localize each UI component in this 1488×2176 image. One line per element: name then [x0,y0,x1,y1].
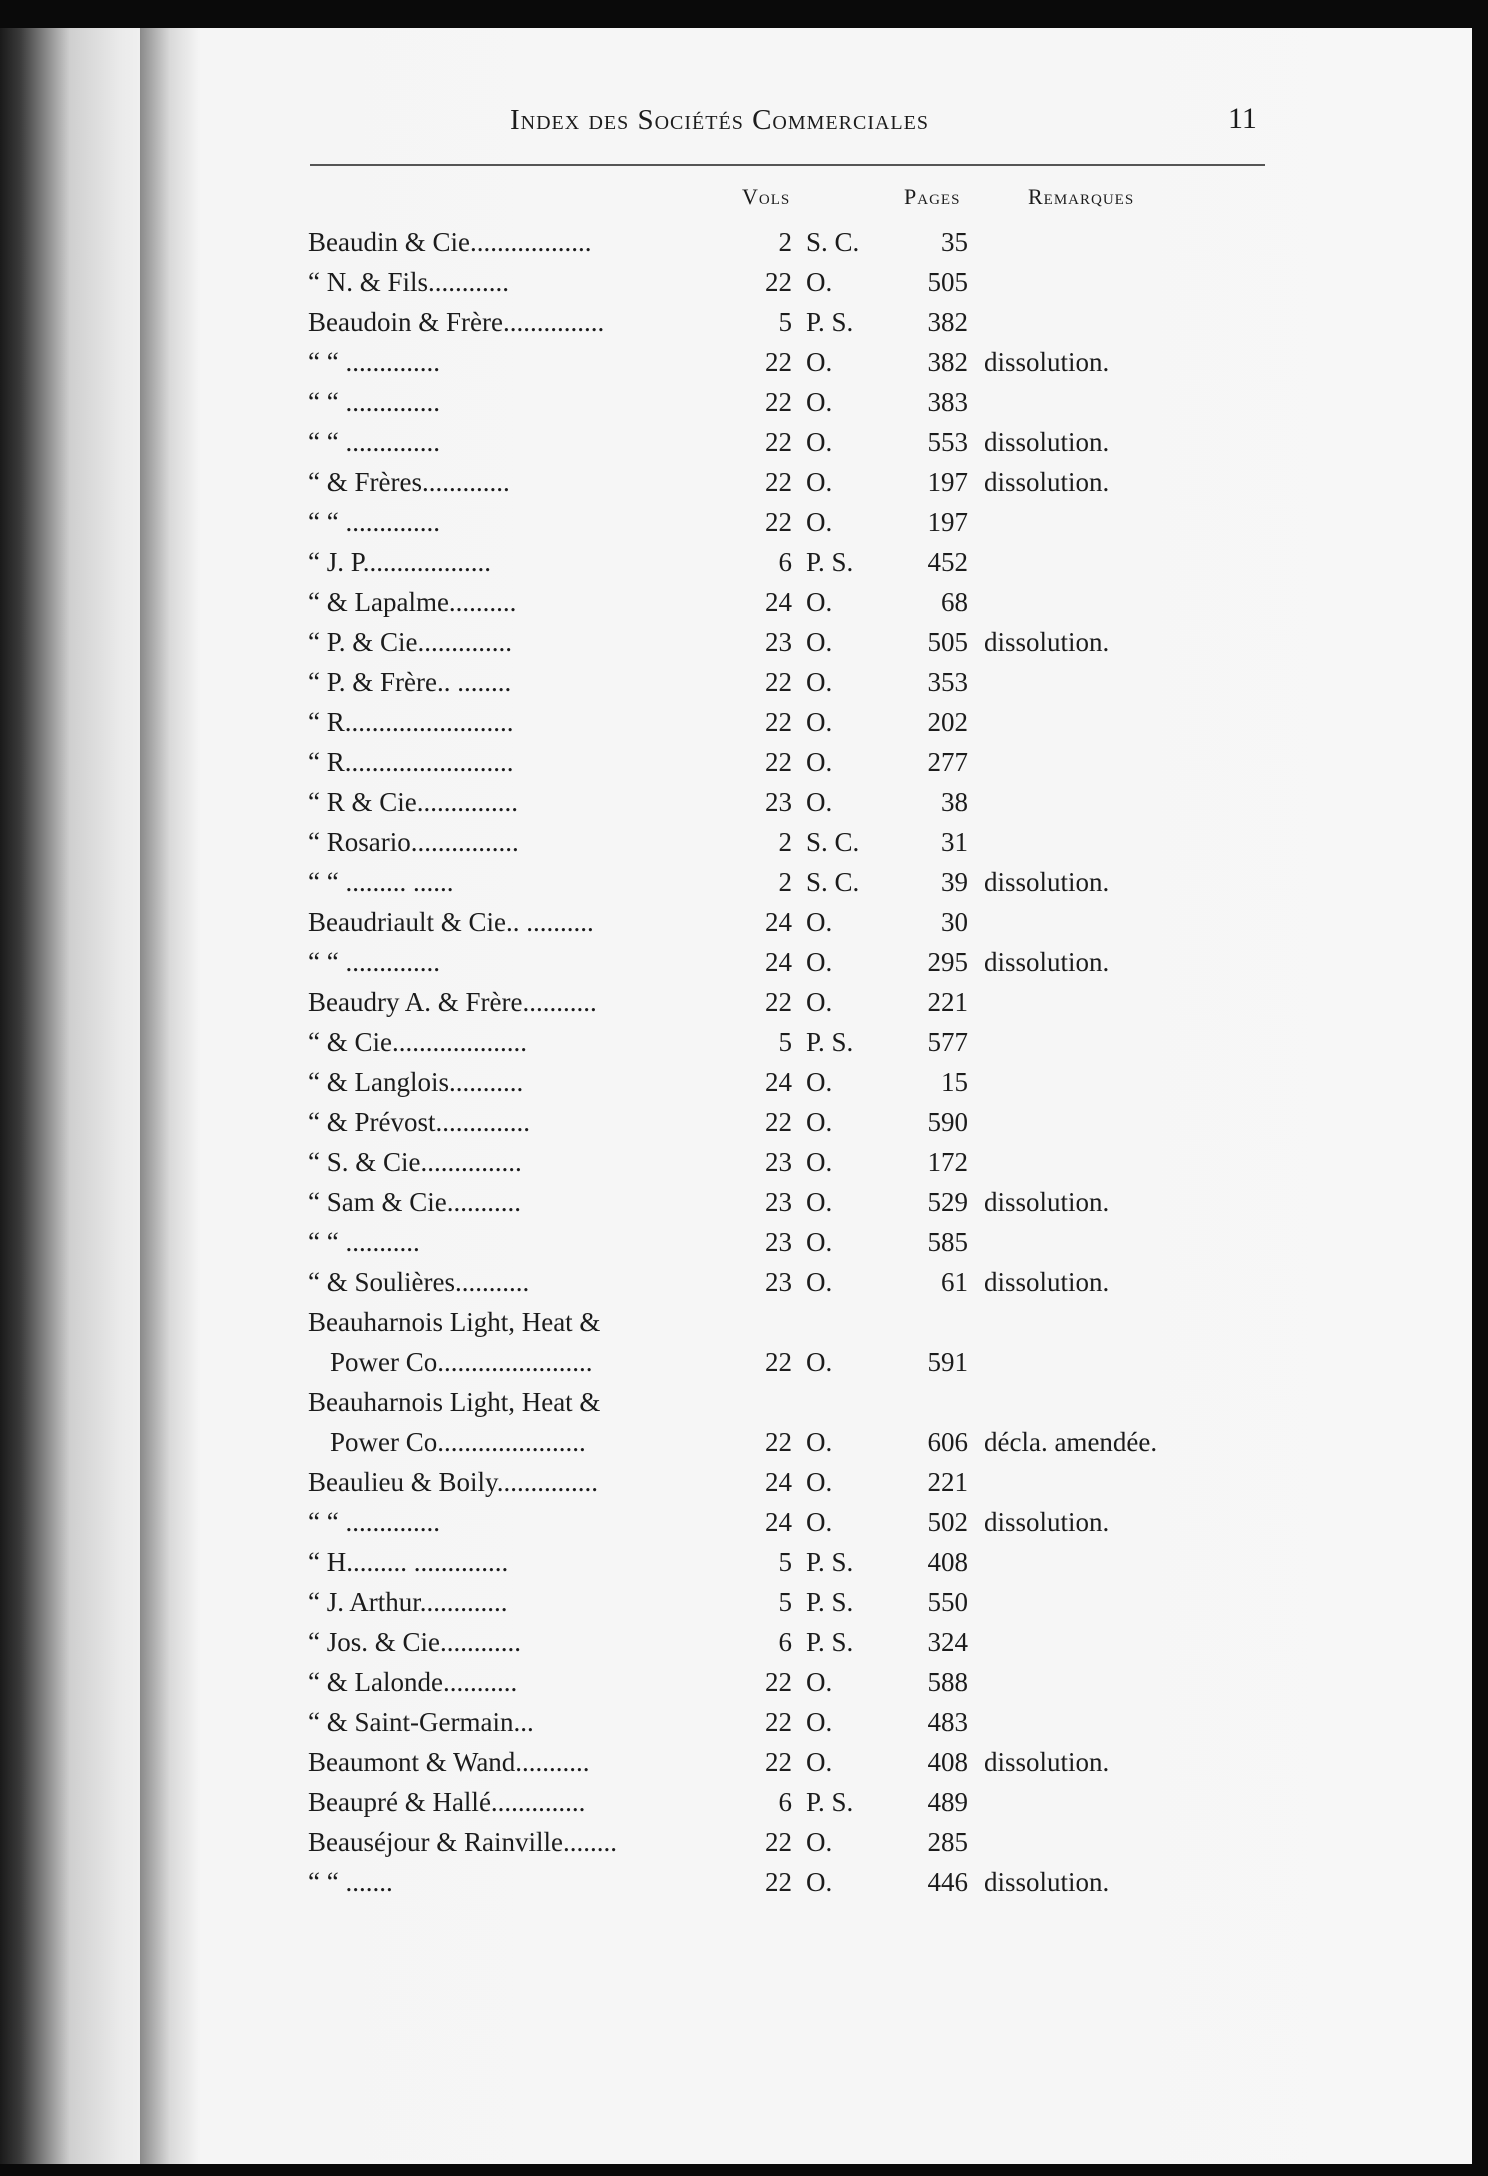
entry-series: O. [806,1747,833,1777]
index-entry-row [0,1062,1488,1102]
entry-volume: 22 [765,1427,792,1457]
entry-series: O. [806,1867,833,1897]
entry-name: “ H......... .............. [308,1547,509,1577]
entry-remark: dissolution. [984,427,1110,457]
entry-remark: dissolution. [984,467,1110,497]
entry-series: O. [806,1667,833,1697]
entry-name: “ Sam & Cie........... [308,1187,521,1217]
column-header-remarques: Remarques [1028,184,1135,209]
entry-volume: 24 [765,1467,792,1497]
entry-remark: dissolution. [984,1867,1110,1897]
entry-name: “ “ .............. [308,427,440,457]
entry-name: “ & Lalonde........... [308,1667,518,1697]
entry-name: Beaudoin & Frère............... [308,307,605,337]
index-entry-row [0,302,1488,342]
entry-volume: 22 [765,467,792,497]
entry-name: Beaulieu & Boily............... [308,1467,598,1497]
index-entry-row [0,942,1488,982]
index-entry-row [0,1862,1488,1902]
index-entry-row [0,702,1488,742]
entry-page: 277 [927,747,968,777]
entry-remark: dissolution. [984,1507,1110,1537]
entry-series: O. [806,1827,833,1857]
index-entry-row [0,342,1488,382]
entry-page: 505 [927,627,968,657]
entry-series: O. [806,1187,833,1217]
index-entry-row [0,782,1488,822]
entry-page: 382 [927,307,968,337]
entry-volume: 23 [765,1227,792,1257]
running-title: Index des Sociétés Commerciales [510,104,929,136]
entry-name: “ R......................... [308,707,514,737]
entry-volume: 22 [765,347,792,377]
entry-name: “ “ .............. [308,347,440,377]
entry-page: 550 [927,1587,968,1617]
entry-volume: 22 [765,1867,792,1897]
entry-remark: dissolution. [984,947,1110,977]
entry-page: 585 [927,1227,968,1257]
entry-series: P. S. [806,307,854,337]
entry-page: 30 [941,907,968,937]
entry-series: O. [806,987,833,1017]
entry-name: “ “ ....... [308,1867,393,1897]
entry-page: 489 [927,1787,968,1817]
entry-remark: dissolution. [984,867,1110,897]
entry-page: 295 [927,947,968,977]
column-header-pages: Pages [904,184,961,209]
entry-name: Beauséjour & Rainville........ [308,1827,617,1857]
entry-name: “ “ .............. [308,507,440,537]
entry-volume: 22 [765,667,792,697]
entry-name: “ “ ........... [308,1227,420,1257]
index-entry-row [0,862,1488,902]
entry-name: Beaudin & Cie.................. [308,227,592,257]
index-entry-row [0,1662,1488,1702]
entry-volume: 24 [765,1507,792,1537]
entry-volume: 24 [765,1067,792,1097]
index-entry-row [0,622,1488,662]
entry-volume: 22 [765,1747,792,1777]
entry-page: 446 [927,1867,968,1897]
entry-page: 221 [927,1467,968,1497]
entry-series: O. [806,267,833,297]
entry-remark: décla. amendée. [984,1427,1158,1457]
index-entry-row [0,742,1488,782]
entry-series: P. S. [806,1547,854,1577]
entry-series: P. S. [806,1627,854,1657]
index-entry-row [0,1742,1488,1782]
entry-page: 529 [927,1187,968,1217]
entry-page: 577 [927,1027,968,1057]
entry-series: O. [806,1467,833,1497]
entry-volume: 22 [765,267,792,297]
index-entry-row [0,1622,1488,1662]
entry-volume: 22 [765,1347,792,1377]
entry-name: Beaudry A. & Frère........... [308,987,597,1017]
entry-name: “ R......................... [308,747,514,777]
entry-page: 408 [927,1747,968,1777]
entry-page: 382 [927,347,968,377]
entry-volume: 22 [765,707,792,737]
entry-volume: 22 [765,987,792,1017]
index-entry-row [0,1342,1488,1382]
entry-name: Beaumont & Wand........... [308,1747,590,1777]
entry-series: O. [806,1347,833,1377]
entry-name: Power Co...................... [330,1427,586,1457]
entry-volume: 22 [765,1827,792,1857]
entry-volume: 23 [765,1147,792,1177]
entry-page: 197 [927,467,968,497]
entry-name: “ “ .............. [308,387,440,417]
index-entry-row [0,1262,1488,1302]
entry-page: 197 [927,507,968,537]
entry-volume: 2 [778,867,792,897]
entry-series: O. [806,667,833,697]
entry-volume: 5 [778,1547,792,1577]
entry-page: 502 [927,1507,968,1537]
entry-series: P. S. [806,1027,854,1057]
entry-volume: 22 [765,1107,792,1137]
entry-page: 591 [927,1347,968,1377]
entry-volume: 2 [778,827,792,857]
entry-volume: 5 [778,1587,792,1617]
entry-series: O. [806,1507,833,1537]
entry-name: “ P. & Cie.............. [308,627,513,657]
entry-page: 68 [941,587,968,617]
entry-page: 221 [927,987,968,1017]
column-header-vols: Vols [742,184,791,209]
entry-name: “ Rosario................ [308,827,519,857]
index-entry-row [0,462,1488,502]
index-entry-row [0,262,1488,302]
entry-series: P. S. [806,1787,854,1817]
index-entry-row [0,502,1488,542]
entry-name: Power Co....................... [330,1347,593,1377]
index-entry-row [0,1422,1488,1462]
entry-series: O. [806,467,833,497]
entry-page: 408 [927,1547,968,1577]
index-entry-row [0,822,1488,862]
entry-page: 39 [941,867,968,897]
entry-name: “ & Frères............. [308,467,510,497]
index-entry-row [0,1782,1488,1822]
entry-volume: 22 [765,1707,792,1737]
entry-series: S. C. [806,867,860,897]
entry-volume: 24 [765,907,792,937]
entry-name: Beaudriault & Cie.. .......... [308,907,594,937]
entry-series: O. [806,907,833,937]
entry-series: P. S. [806,1587,854,1617]
entry-series: O. [806,627,833,657]
entry-remark: dissolution. [984,1187,1110,1217]
entry-volume: 2 [778,227,792,257]
index-entry-row [0,1022,1488,1062]
entry-series: O. [806,1147,833,1177]
entry-page: 606 [927,1427,968,1457]
index-entry-row [0,222,1488,262]
entry-series: O. [806,427,833,457]
entry-series: O. [806,507,833,537]
index-entry-row [0,1102,1488,1142]
entry-page: 172 [927,1147,968,1177]
entry-series: O. [806,1067,833,1097]
entry-page: 588 [927,1667,968,1697]
entry-series: S. C. [806,827,860,857]
entry-volume: 23 [765,627,792,657]
entry-page: 383 [927,387,968,417]
index-entry-row [0,542,1488,582]
entry-name: Beauharnois Light, Heat & [308,1387,601,1417]
index-entry-row [0,902,1488,942]
entry-series: O. [806,1227,833,1257]
entry-series: O. [806,707,833,737]
entry-series: O. [806,747,833,777]
index-entry-row [0,1702,1488,1742]
entry-page: 483 [927,1707,968,1737]
page-number: 11 [1228,102,1257,135]
index-entry-row [0,582,1488,622]
entry-series: O. [806,1427,833,1457]
entry-name: “ P. & Frère.. ........ [308,667,512,697]
entry-page: 505 [927,267,968,297]
entry-name: “ & Prévost.............. [308,1107,530,1137]
entry-name: “ J. P................... [308,547,492,577]
entry-volume: 6 [778,1787,792,1817]
entry-volume: 24 [765,947,792,977]
index-entry-row [0,1182,1488,1222]
entry-series: O. [806,1707,833,1737]
entry-page: 35 [941,227,968,257]
entry-remark: dissolution. [984,627,1110,657]
entry-name: “ “ ......... ...... [308,867,454,897]
entry-page: 590 [927,1107,968,1137]
entry-volume: 24 [765,587,792,617]
entry-remark: dissolution. [984,347,1110,377]
index-entry-row [0,1822,1488,1862]
entry-name: “ & Soulières........... [308,1267,530,1297]
index-entry-row [0,1582,1488,1622]
index-entry-row [0,662,1488,702]
entry-volume: 23 [765,1267,792,1297]
header-rule [310,164,1265,166]
index-entry-row [0,1222,1488,1262]
entry-volume: 6 [778,547,792,577]
entry-name: “ & Saint-Germain... [308,1707,534,1737]
entry-page: 15 [941,1067,968,1097]
entry-volume: 22 [765,427,792,457]
entry-series: O. [806,347,833,377]
entry-series: O. [806,587,833,617]
entry-volume: 5 [778,307,792,337]
entry-name: “ N. & Fils............ [308,267,510,297]
entry-volume: 23 [765,787,792,817]
index-entry-row [0,1382,1488,1422]
entry-volume: 22 [765,507,792,537]
entry-name: “ Jos. & Cie............ [308,1627,521,1657]
entry-remark: dissolution. [984,1747,1110,1777]
entry-volume: 22 [765,387,792,417]
entry-volume: 23 [765,1187,792,1217]
entry-name: “ & Cie.................... [308,1027,527,1057]
entry-volume: 22 [765,1667,792,1697]
entry-page: 452 [927,547,968,577]
index-entry-row [0,1462,1488,1502]
entry-name: Beaupré & Hallé.............. [308,1787,586,1817]
entry-volume: 22 [765,747,792,777]
entry-name: “ & Lapalme.......... [308,587,517,617]
entry-volume: 5 [778,1027,792,1057]
entry-name: “ & Langlois........... [308,1067,524,1097]
index-entry-row [0,1142,1488,1182]
entry-remark: dissolution. [984,1267,1110,1297]
entry-page: 353 [927,667,968,697]
entry-name: “ R & Cie............... [308,787,518,817]
entry-series: O. [806,947,833,977]
entry-name: “ “ .............. [308,1507,440,1537]
index-entry-row [0,1502,1488,1542]
entry-page: 61 [941,1267,968,1297]
entry-name: “ “ .............. [308,947,440,977]
entry-series: O. [806,1107,833,1137]
entry-series: O. [806,1267,833,1297]
index-entry-row [0,422,1488,462]
index-entry-row [0,382,1488,422]
entry-series: S. C. [806,227,860,257]
entry-name: Beauharnois Light, Heat & [308,1307,601,1337]
entry-volume: 6 [778,1627,792,1657]
index-entry-row [0,982,1488,1022]
entry-page: 31 [941,827,968,857]
entry-name: “ S. & Cie............... [308,1147,522,1177]
entry-page: 324 [927,1627,968,1657]
entry-series: O. [806,387,833,417]
index-entry-row [0,1302,1488,1342]
entry-page: 285 [927,1827,968,1857]
entry-name: “ J. Arthur............. [308,1587,508,1617]
index-entry-row [0,1542,1488,1582]
entry-page: 202 [927,707,968,737]
entry-series: P. S. [806,547,854,577]
entry-page: 553 [927,427,968,457]
entry-page: 38 [941,787,968,817]
entry-series: O. [806,787,833,817]
